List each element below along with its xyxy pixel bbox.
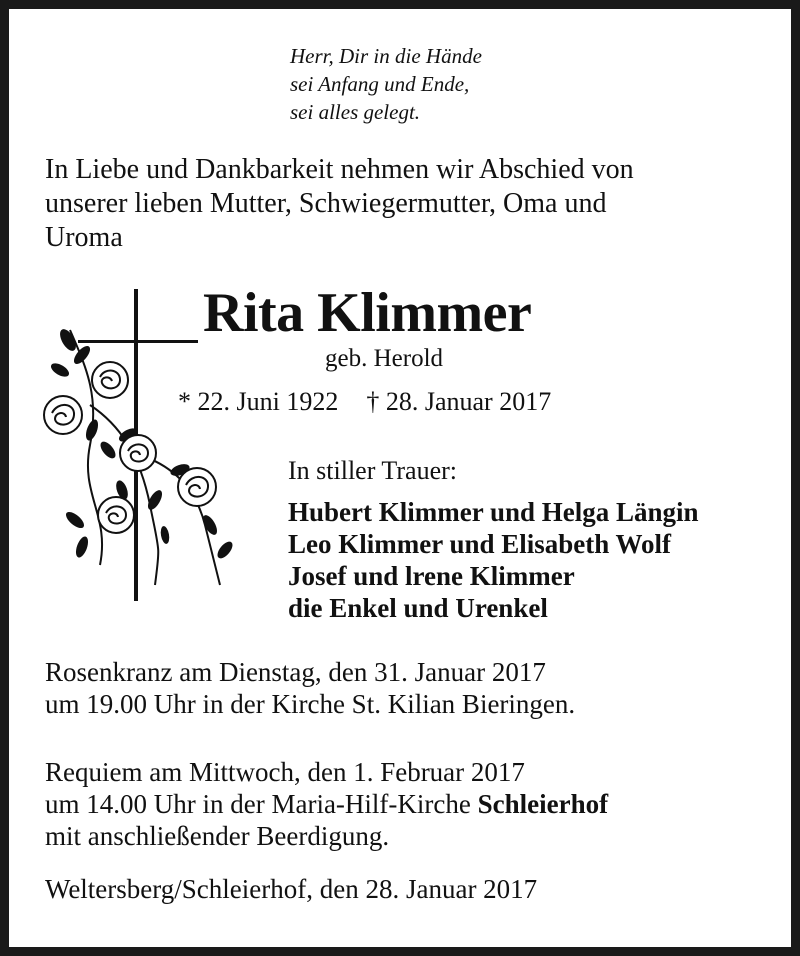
mourner-entry: Josef und lrene Klimmer: [288, 561, 575, 591]
mourners-list: [288, 496, 699, 624]
rosary-notice: [45, 656, 575, 720]
mourner-entry: die Enkel und Urenkel: [288, 593, 548, 623]
requiem-church: um 14.00 Uhr in der Maria-Hilf-Kirche: [45, 789, 478, 819]
requiem-notice: [45, 756, 608, 852]
bible-verse: [290, 42, 482, 126]
intro-line: Uroma: [45, 222, 123, 253]
intro-text: [45, 153, 634, 255]
deceased-name: Rita Klimmer: [203, 282, 532, 344]
requiem-line: mit anschließender Beerdigung.: [45, 821, 390, 851]
place-and-date: Weltersberg/Schleierhof, den 28. Januar 2017: [45, 874, 538, 904]
mourner-entry: Hubert Klimmer und Helga Längin: [288, 497, 699, 527]
rosary-line: um 19.00 Uhr in der Kirche St. Kilian Bieringen.: [45, 689, 576, 719]
birth-date: * 22. Juni 1922: [178, 387, 339, 416]
intro-line: In Liebe und Dankbarkeit nehmen wir Abschied von: [45, 154, 634, 185]
rosary-line: Rosenkranz am Dienstag, den 31. Januar 2017: [45, 657, 546, 687]
mourning-label: In stiller Trauer:: [288, 456, 457, 485]
verse-line: Herr, Dir in die Hände: [290, 44, 482, 68]
requiem-line: [45, 788, 608, 820]
maiden-name: geb. Herold: [325, 345, 444, 372]
mourner-entry: Leo Klimmer und Elisabeth Wolf: [288, 529, 672, 559]
requiem-location-bold: Schleierhof: [477, 789, 609, 819]
life-dates: [178, 385, 551, 419]
intro-line: unserer lieben Mutter, Schwiegermutter, Oma und: [45, 188, 607, 219]
requiem-line: Requiem am Mittwoch, den 1. Februar 2017: [45, 757, 525, 787]
verse-line: sei Anfang und Ende,: [290, 72, 470, 96]
death-date: † 28. Januar 2017: [366, 387, 552, 416]
verse-line: sei alles gelegt.: [290, 100, 421, 124]
